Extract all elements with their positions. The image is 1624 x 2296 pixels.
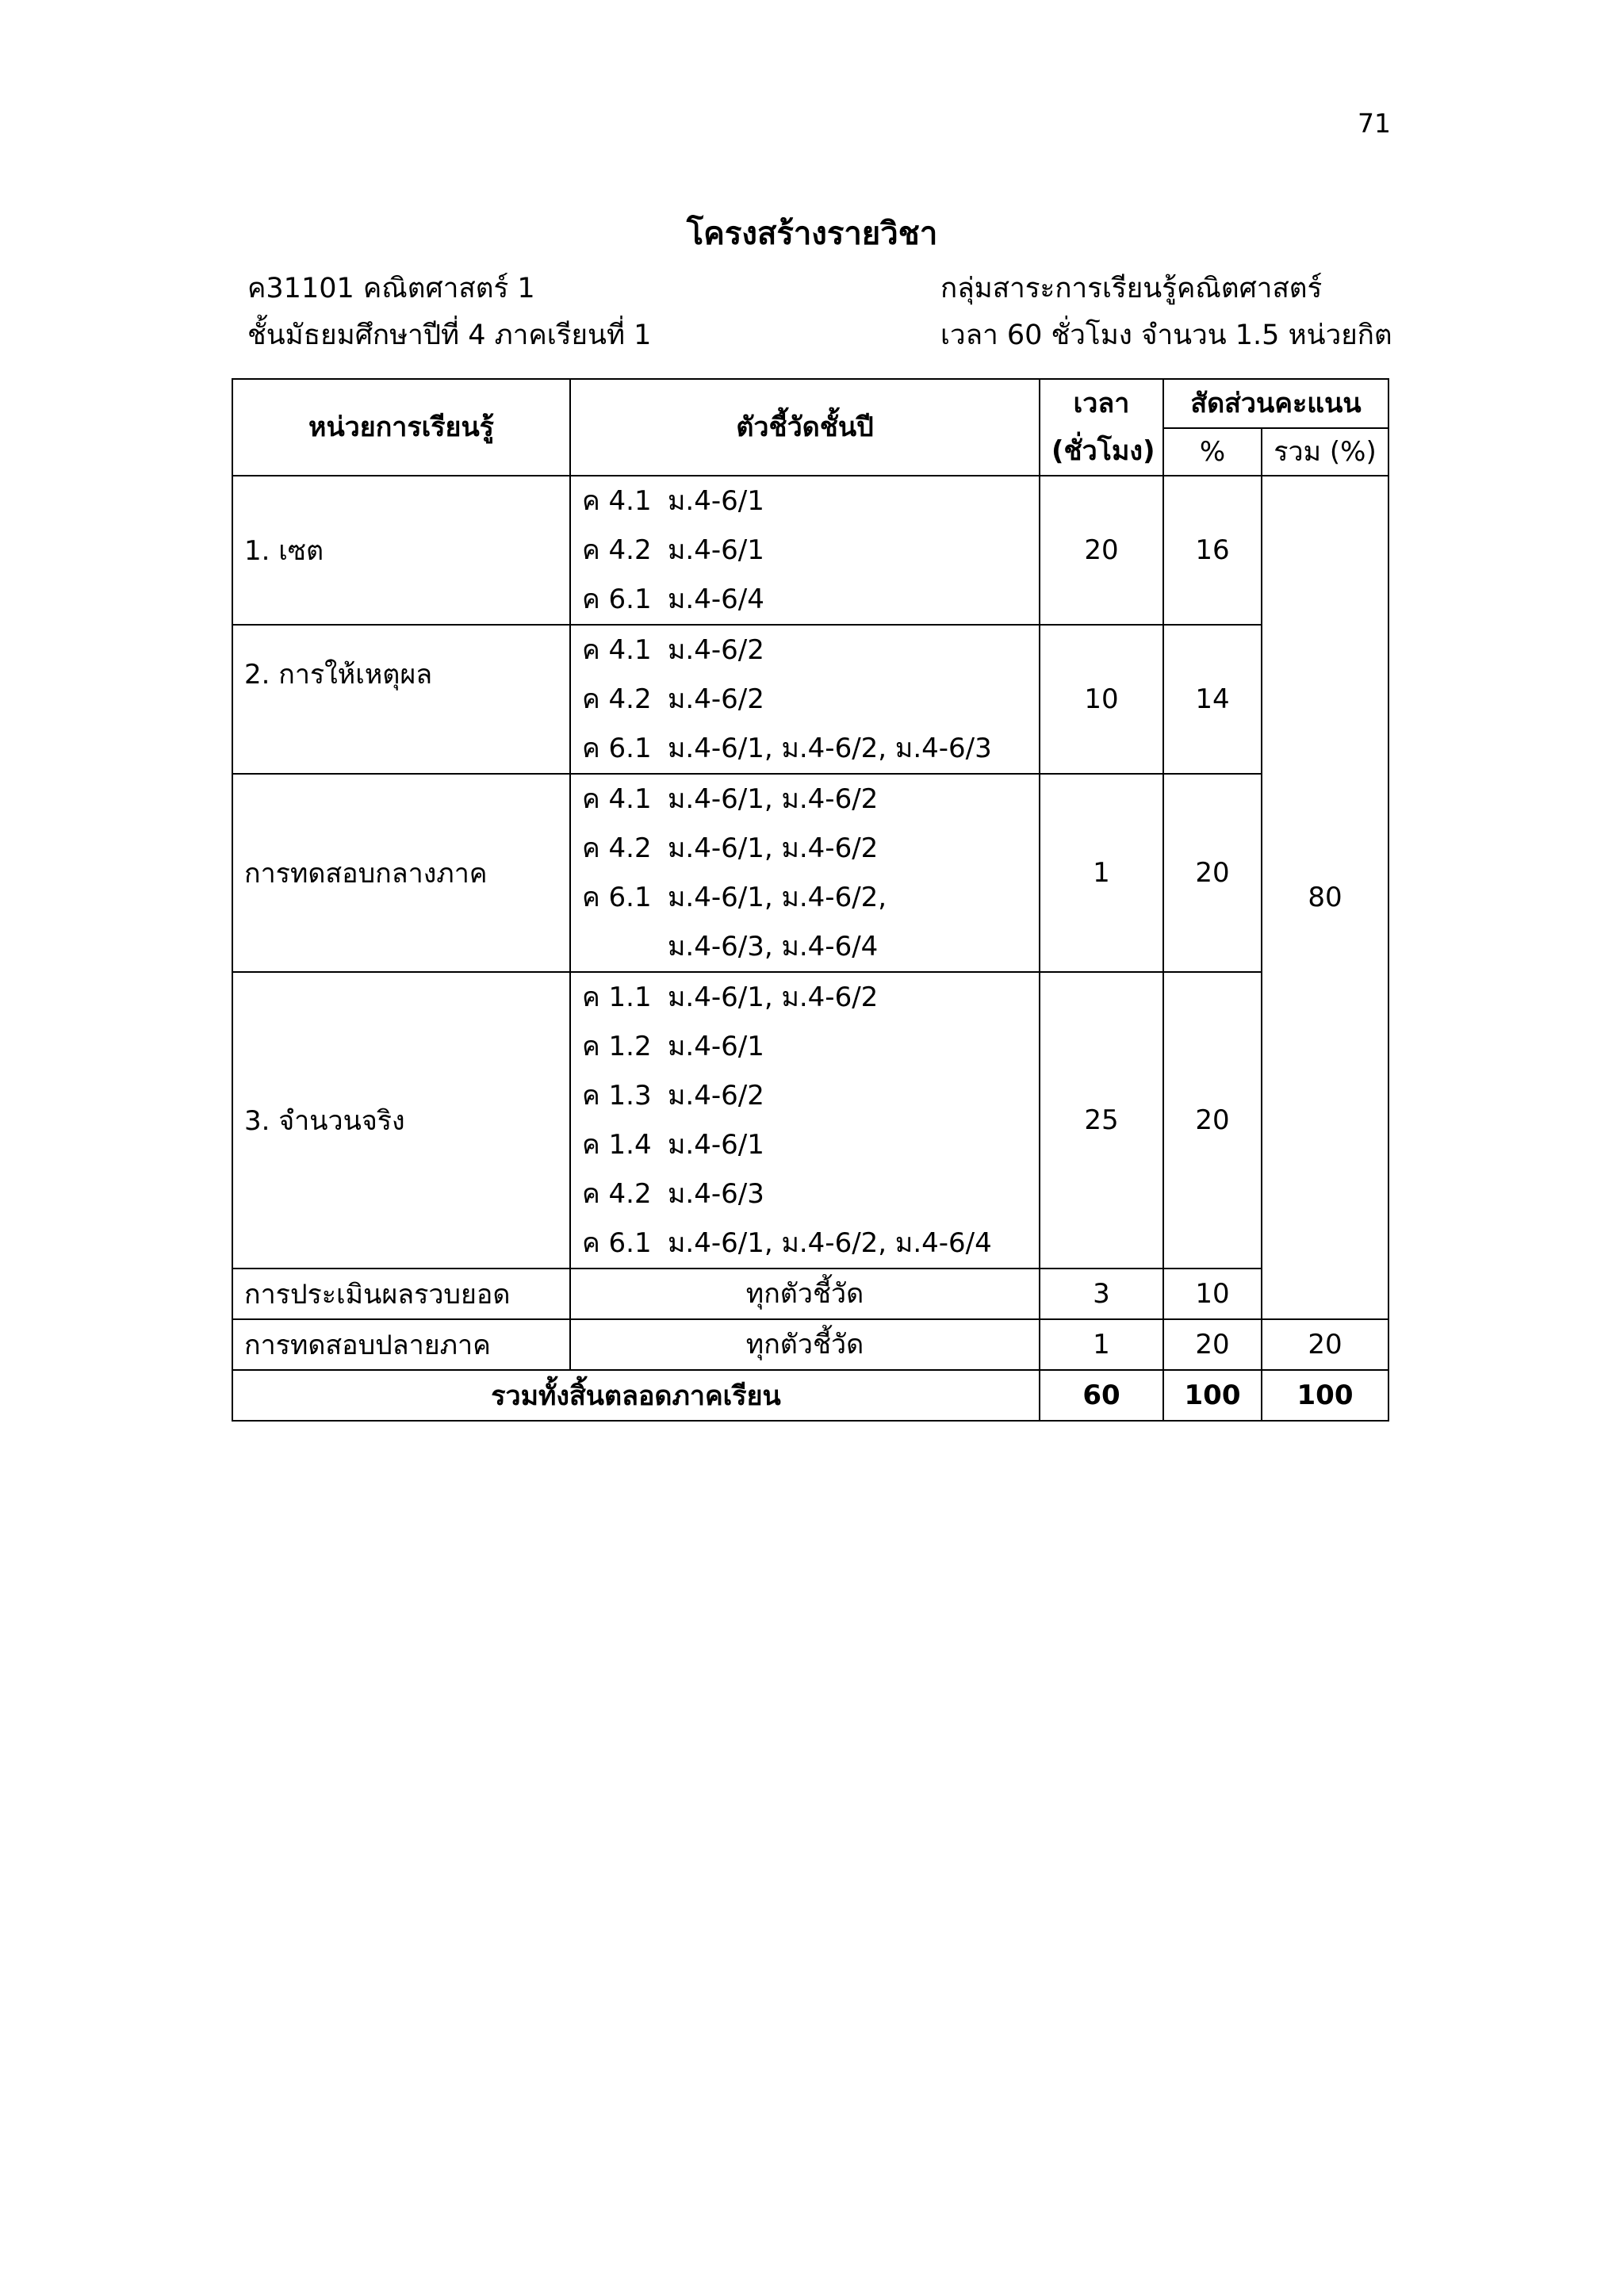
indicators-cell: ทุกตัวชี้วัด xyxy=(570,1269,1040,1319)
indicator-line xyxy=(582,575,1028,624)
indicator-items: ม.4-6/1, ม.4-6/2 xyxy=(668,832,879,864)
indicator-items: ม.4-6/1, ม.4-6/2 xyxy=(668,783,879,815)
course-code: ค31101 คณิตศาสตร์ 1 xyxy=(247,273,535,304)
indicator-line xyxy=(582,1071,1028,1120)
hours-cell: 25 xyxy=(1040,972,1163,1269)
indicators-cell xyxy=(570,972,1040,1269)
indicator-line xyxy=(582,476,1028,526)
hours-cell: 20 xyxy=(1040,476,1163,625)
indicator-items: ม.4-6/3 xyxy=(668,1178,764,1210)
indicator-code: ค 6.1 xyxy=(582,584,652,615)
indicators-cell xyxy=(570,774,1040,972)
indicator-line xyxy=(582,526,1028,575)
indicator-items: ม.4-6/1, ม.4-6/2 xyxy=(668,982,879,1013)
table-row xyxy=(232,476,1388,625)
unit-cell: 1. เซต xyxy=(232,476,570,625)
table-row xyxy=(232,972,1388,1269)
total-percent-merged-cell: 80 xyxy=(1262,476,1388,1319)
unit-cell: การประเมินผลรวบยอด xyxy=(232,1269,570,1319)
unit-cell: การทดสอบกลางภาค xyxy=(232,774,570,972)
percent-cell: 14 xyxy=(1163,625,1262,774)
grand-total-percent: 100 xyxy=(1163,1370,1262,1421)
header-percent: % xyxy=(1163,428,1262,476)
indicator-items: ม.4-6/1 xyxy=(668,1129,764,1161)
table-row xyxy=(232,1319,1388,1370)
indicator-code: ค 1.4 xyxy=(582,1129,652,1161)
subject-group: กลุ่มสาระการเรียนรู้คณิตศาสตร์ xyxy=(940,273,1323,304)
header-time xyxy=(1040,379,1163,476)
indicator-line xyxy=(582,922,1028,971)
indicator-line xyxy=(582,724,1028,773)
indicator-code: ค 4.2 xyxy=(582,534,652,566)
time-credit: เวลา 60 ชั่วโมง จำนวน 1.5 หน่วยกิต xyxy=(940,320,1392,351)
header-score-ratio: สัดส่วนคะแนน xyxy=(1163,379,1388,428)
indicator-code: ค 6.1 xyxy=(582,1227,652,1259)
indicator-items: ม.4-6/1, ม.4-6/2, ม.4-6/4 xyxy=(668,1227,992,1259)
indicator-line xyxy=(582,973,1028,1022)
indicator-code: ค 4.1 xyxy=(582,783,652,815)
indicator-code: ค 1.2 xyxy=(582,1031,652,1062)
indicator-items: ม.4-6/1 xyxy=(668,534,764,566)
indicator-line xyxy=(582,775,1028,824)
indicator-line xyxy=(582,1169,1028,1219)
grand-total-total: 100 xyxy=(1262,1370,1388,1421)
unit-cell: การทดสอบปลายภาค xyxy=(232,1319,570,1370)
indicator-line xyxy=(582,1022,1028,1071)
header-time-line1: เวลา xyxy=(1073,388,1130,419)
header-total-percent: รวม (%) xyxy=(1262,428,1388,476)
table-row xyxy=(232,774,1388,972)
grand-total-hours: 60 xyxy=(1040,1370,1163,1421)
indicator-line xyxy=(582,675,1028,724)
percent-cell: 20 xyxy=(1163,972,1262,1269)
unit-cell: 2. การให้เหตุผล xyxy=(232,625,570,774)
indicator-code: ค 1.1 xyxy=(582,982,652,1013)
indicators-cell: ทุกตัวชี้วัด xyxy=(570,1319,1040,1370)
hours-cell: 1 xyxy=(1040,774,1163,972)
indicator-code: ค 4.2 xyxy=(582,683,652,715)
indicator-items: ม.4-6/2 xyxy=(668,683,764,715)
indicator-line xyxy=(582,1120,1028,1169)
grade-level: ชั้นมัธยมศึกษาปีที่ 4 ภาคเรียนที่ 1 xyxy=(247,320,652,351)
header-time-line2: (ชั่วโมง) xyxy=(1051,435,1155,467)
indicator-code: ค 4.1 xyxy=(582,634,652,666)
table-row xyxy=(232,1269,1388,1319)
header-indicators: ตัวชี้วัดชั้นปี xyxy=(570,379,1040,476)
indicators-cell xyxy=(570,476,1040,625)
indicator-items: ม.4-6/1, ม.4-6/2, xyxy=(668,882,887,913)
indicators-cell xyxy=(570,625,1040,774)
indicator-items: ม.4-6/1 xyxy=(668,485,764,517)
percent-cell: 20 xyxy=(1163,1319,1262,1370)
indicator-items: ม.4-6/2 xyxy=(668,634,764,666)
page-title: โครงสร้างรายวิชา xyxy=(686,216,938,252)
total-percent-cell: 20 xyxy=(1262,1319,1388,1370)
indicator-items: ม.4-6/2 xyxy=(668,1080,764,1112)
indicator-code: ค 6.1 xyxy=(582,882,652,913)
indicator-code: ค 4.2 xyxy=(582,832,652,864)
indicator-line xyxy=(582,1219,1028,1268)
indicator-line xyxy=(582,626,1028,675)
table-row xyxy=(232,625,1388,774)
indicator-items: ม.4-6/3, ม.4-6/4 xyxy=(668,931,879,962)
grand-total-row xyxy=(232,1370,1388,1421)
hours-cell: 1 xyxy=(1040,1319,1163,1370)
indicator-items: ม.4-6/1 xyxy=(668,1031,764,1062)
indicator-items: ม.4-6/4 xyxy=(668,584,764,615)
header-unit: หน่วยการเรียนรู้ xyxy=(232,379,570,476)
indicator-code: ค 4.1 xyxy=(582,485,652,517)
indicator-code: ค 4.2 xyxy=(582,1178,652,1210)
indicator-code: ค 6.1 xyxy=(582,733,652,764)
percent-cell: 16 xyxy=(1163,476,1262,625)
indicator-items: ม.4-6/1, ม.4-6/2, ม.4-6/3 xyxy=(668,733,992,764)
page-number: 71 xyxy=(1358,108,1391,139)
percent-cell: 10 xyxy=(1163,1269,1262,1319)
indicator-line xyxy=(582,873,1028,922)
unit-cell: 3. จำนวนจริง xyxy=(232,972,570,1269)
grand-total-label: รวมทั้งสิ้นตลอดภาคเรียน xyxy=(232,1370,1040,1421)
hours-cell: 3 xyxy=(1040,1269,1163,1319)
indicator-code: ค 1.3 xyxy=(582,1080,652,1112)
percent-cell: 20 xyxy=(1163,774,1262,972)
course-structure-table xyxy=(232,378,1389,1422)
indicator-line xyxy=(582,824,1028,873)
hours-cell: 10 xyxy=(1040,625,1163,774)
